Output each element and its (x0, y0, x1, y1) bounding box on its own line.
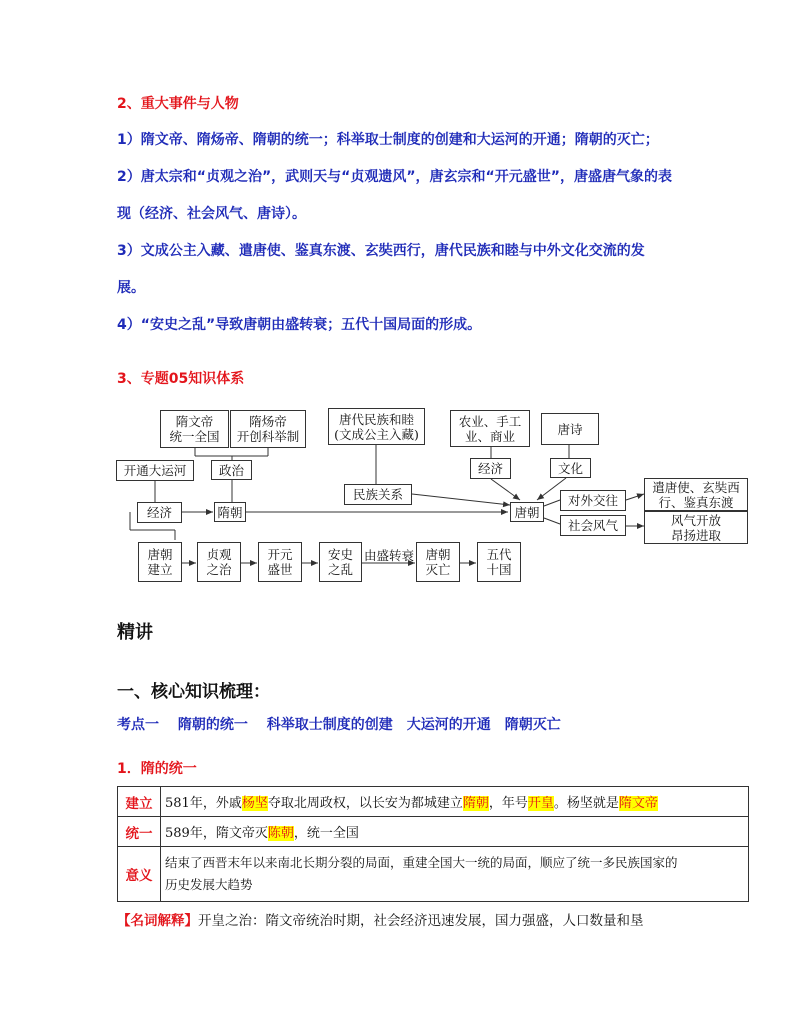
qiantangshi-line1: 遣唐使、玄奘西 (652, 479, 740, 495)
highlight-suiwendi: 隋文帝 (618, 796, 658, 811)
chain-tang-jianli (138, 542, 182, 582)
qiantangshi-box (644, 478, 748, 511)
tang-minzu-box (328, 408, 425, 445)
tangshi-box (541, 413, 599, 445)
chain-6-line1: 五代 (486, 547, 512, 562)
sui-yangdi-line2: 开创科举制 (236, 429, 300, 444)
row-content-jianli (161, 787, 749, 817)
duiwai-label: 对外交往 (567, 493, 618, 508)
chain-tang-miewang (416, 542, 460, 582)
suichao-box (214, 502, 246, 522)
part1-title: 一、核心知识梳理： (117, 682, 270, 702)
chain-2-line1: 贞观 (206, 547, 232, 562)
table-row (118, 817, 749, 847)
chain-label: 由盛转衰 (364, 548, 415, 563)
fengqi-line2: 昂扬进取 (670, 527, 721, 543)
chain-5-line1: 唐朝 (425, 547, 451, 562)
yiyi-line1: 结束了西晋末年以来南北长期分裂的局面，重建全国大一统的局面，顺应了统一多民族国家的 (165, 855, 678, 870)
highlight-chenchao: 陈朝 (267, 826, 294, 841)
chain-4-line2: 之乱 (327, 562, 353, 577)
text-segment: ，年号 (488, 796, 528, 811)
highlight-yangjian: 杨坚 (241, 796, 268, 811)
table-row (118, 847, 749, 902)
tangchao-box (510, 502, 544, 522)
fengqi-box (644, 511, 748, 544)
section2-item-4: 4）“安史之乱”导致唐朝由盛转衰；五代十国局面的形成。 (117, 317, 482, 333)
row-label-jianli: 建立 (118, 787, 161, 817)
row-label-yiyi: 意义 (118, 847, 161, 902)
term-note-bracket: 【名词解释】 (117, 913, 198, 929)
sui-yangdi-line1: 隋炀帝 (249, 414, 287, 429)
chain-1-line1: 唐朝 (147, 547, 173, 562)
tangchao-label: 唐朝 (514, 504, 540, 520)
tang-minzu-line2: (文成公主入藏) (334, 426, 419, 442)
fengqi-line1: 风气开放 (670, 512, 721, 528)
jingji-left-box (137, 502, 182, 523)
kaitong-label: 开通大运河 (123, 463, 187, 478)
nongye-line2: 业、商业 (464, 428, 515, 444)
chain-5-line2: 灭亡 (425, 562, 451, 577)
kaodian-line: 考点一 隋朝的统一 科举取士制度的创建 大运河的开通 隋朝灭亡 (117, 717, 561, 733)
yiyi-line2: 历史发展大趋势 (165, 877, 253, 892)
section2-item-3: 3）文成公主入藏、遣唐使、鉴真东渡、玄奘西行，唐代民族和睦与中外文化交流的发 (117, 243, 645, 259)
tangshi-label: 唐诗 (557, 421, 583, 437)
chain-anshi (319, 542, 362, 582)
chain-4-line1: 安史 (327, 547, 353, 562)
text-segment: ，统一全国 (293, 826, 359, 841)
chain-6-line2: 十国 (486, 562, 512, 577)
duiwai-box (560, 490, 626, 511)
term-note-text: 开皇之治：隋文帝统治时期，社会经济迅速发展，国力强盛，人口数量和垦 (198, 913, 644, 929)
chain-3-line2: 盛世 (267, 562, 293, 577)
text-segment: 581年，外戚 (165, 796, 242, 811)
table-row (118, 787, 749, 817)
chain-3-line1: 开元 (267, 547, 293, 562)
sui-wendi-line2: 统一全国 (169, 429, 220, 444)
wenhua-box (550, 458, 591, 478)
nongye-box (450, 410, 530, 447)
row-label-tongyi: 统一 (118, 817, 161, 847)
minzu-guanxi-box (344, 484, 412, 505)
minzu-guanxi-label: 民族关系 (352, 487, 403, 502)
shehui-label: 社会风气 (567, 518, 618, 533)
jingji-right-label: 经济 (477, 461, 503, 476)
section3-title: 3、专题05知识体系 (117, 371, 245, 387)
tang-minzu-line1: 唐代民族和睦 (338, 411, 414, 427)
chain-zhenguan (197, 542, 241, 582)
sub1-title: 1．隋的统一 (117, 761, 197, 777)
section2-item-3-cont: 展。 (117, 280, 145, 296)
jingjiang-heading: 精讲 (117, 622, 153, 643)
sui-unification-table (117, 786, 749, 902)
jingji-right-box (470, 458, 511, 479)
text-segment: 589年，隋文帝灭 (165, 826, 268, 841)
section2-item-1: 1）隋文帝、隋炀帝、隋朝的统一；科举取士制度的创建和大运河的开通；隋朝的灭亡； (117, 132, 659, 148)
suichao-label: 隋朝 (217, 504, 243, 520)
text-segment: 夺取北周政权，以长安为都城建立 (267, 796, 463, 811)
row-content-tongyi (161, 817, 749, 847)
sui-wendi-line1: 隋文帝 (175, 414, 214, 429)
section2-item-2-cont: 现（经济、社会风气、唐诗）。 (117, 206, 306, 222)
wenhua-label: 文化 (557, 460, 583, 476)
jingji-left-label: 经济 (146, 505, 172, 520)
term-note (117, 909, 644, 929)
zhengzhi-label: 政治 (218, 462, 244, 478)
kaitong-box (116, 460, 194, 481)
row-content-yiyi (161, 847, 749, 902)
chain-2-line2: 之治 (206, 562, 232, 577)
chain-kaiyuan (258, 542, 302, 582)
qiantangshi-line2: 行、鉴真东渡 (658, 494, 734, 510)
chain-1-line2: 建立 (147, 562, 173, 577)
text-segment: 。杨坚就是 (553, 796, 619, 811)
zhengzhi-box (211, 460, 252, 480)
sui-yangdi-box (230, 410, 306, 448)
section2-item-2: 2）唐太宗和“贞观之治”，武则天与“贞观遗风”，唐玄宗和“开元盛世”，唐盛唐气象的表 (117, 169, 672, 185)
sui-wendi-box (160, 410, 229, 448)
chain-wudai (477, 542, 521, 582)
section2-title: 2、重大事件与人物 (117, 96, 239, 112)
shehui-box (560, 515, 626, 536)
nongye-line1: 农业、手工 (458, 413, 522, 429)
highlight-suichao: 隋朝 (462, 796, 489, 811)
highlight-kaihuang: 开皇 (527, 796, 554, 811)
